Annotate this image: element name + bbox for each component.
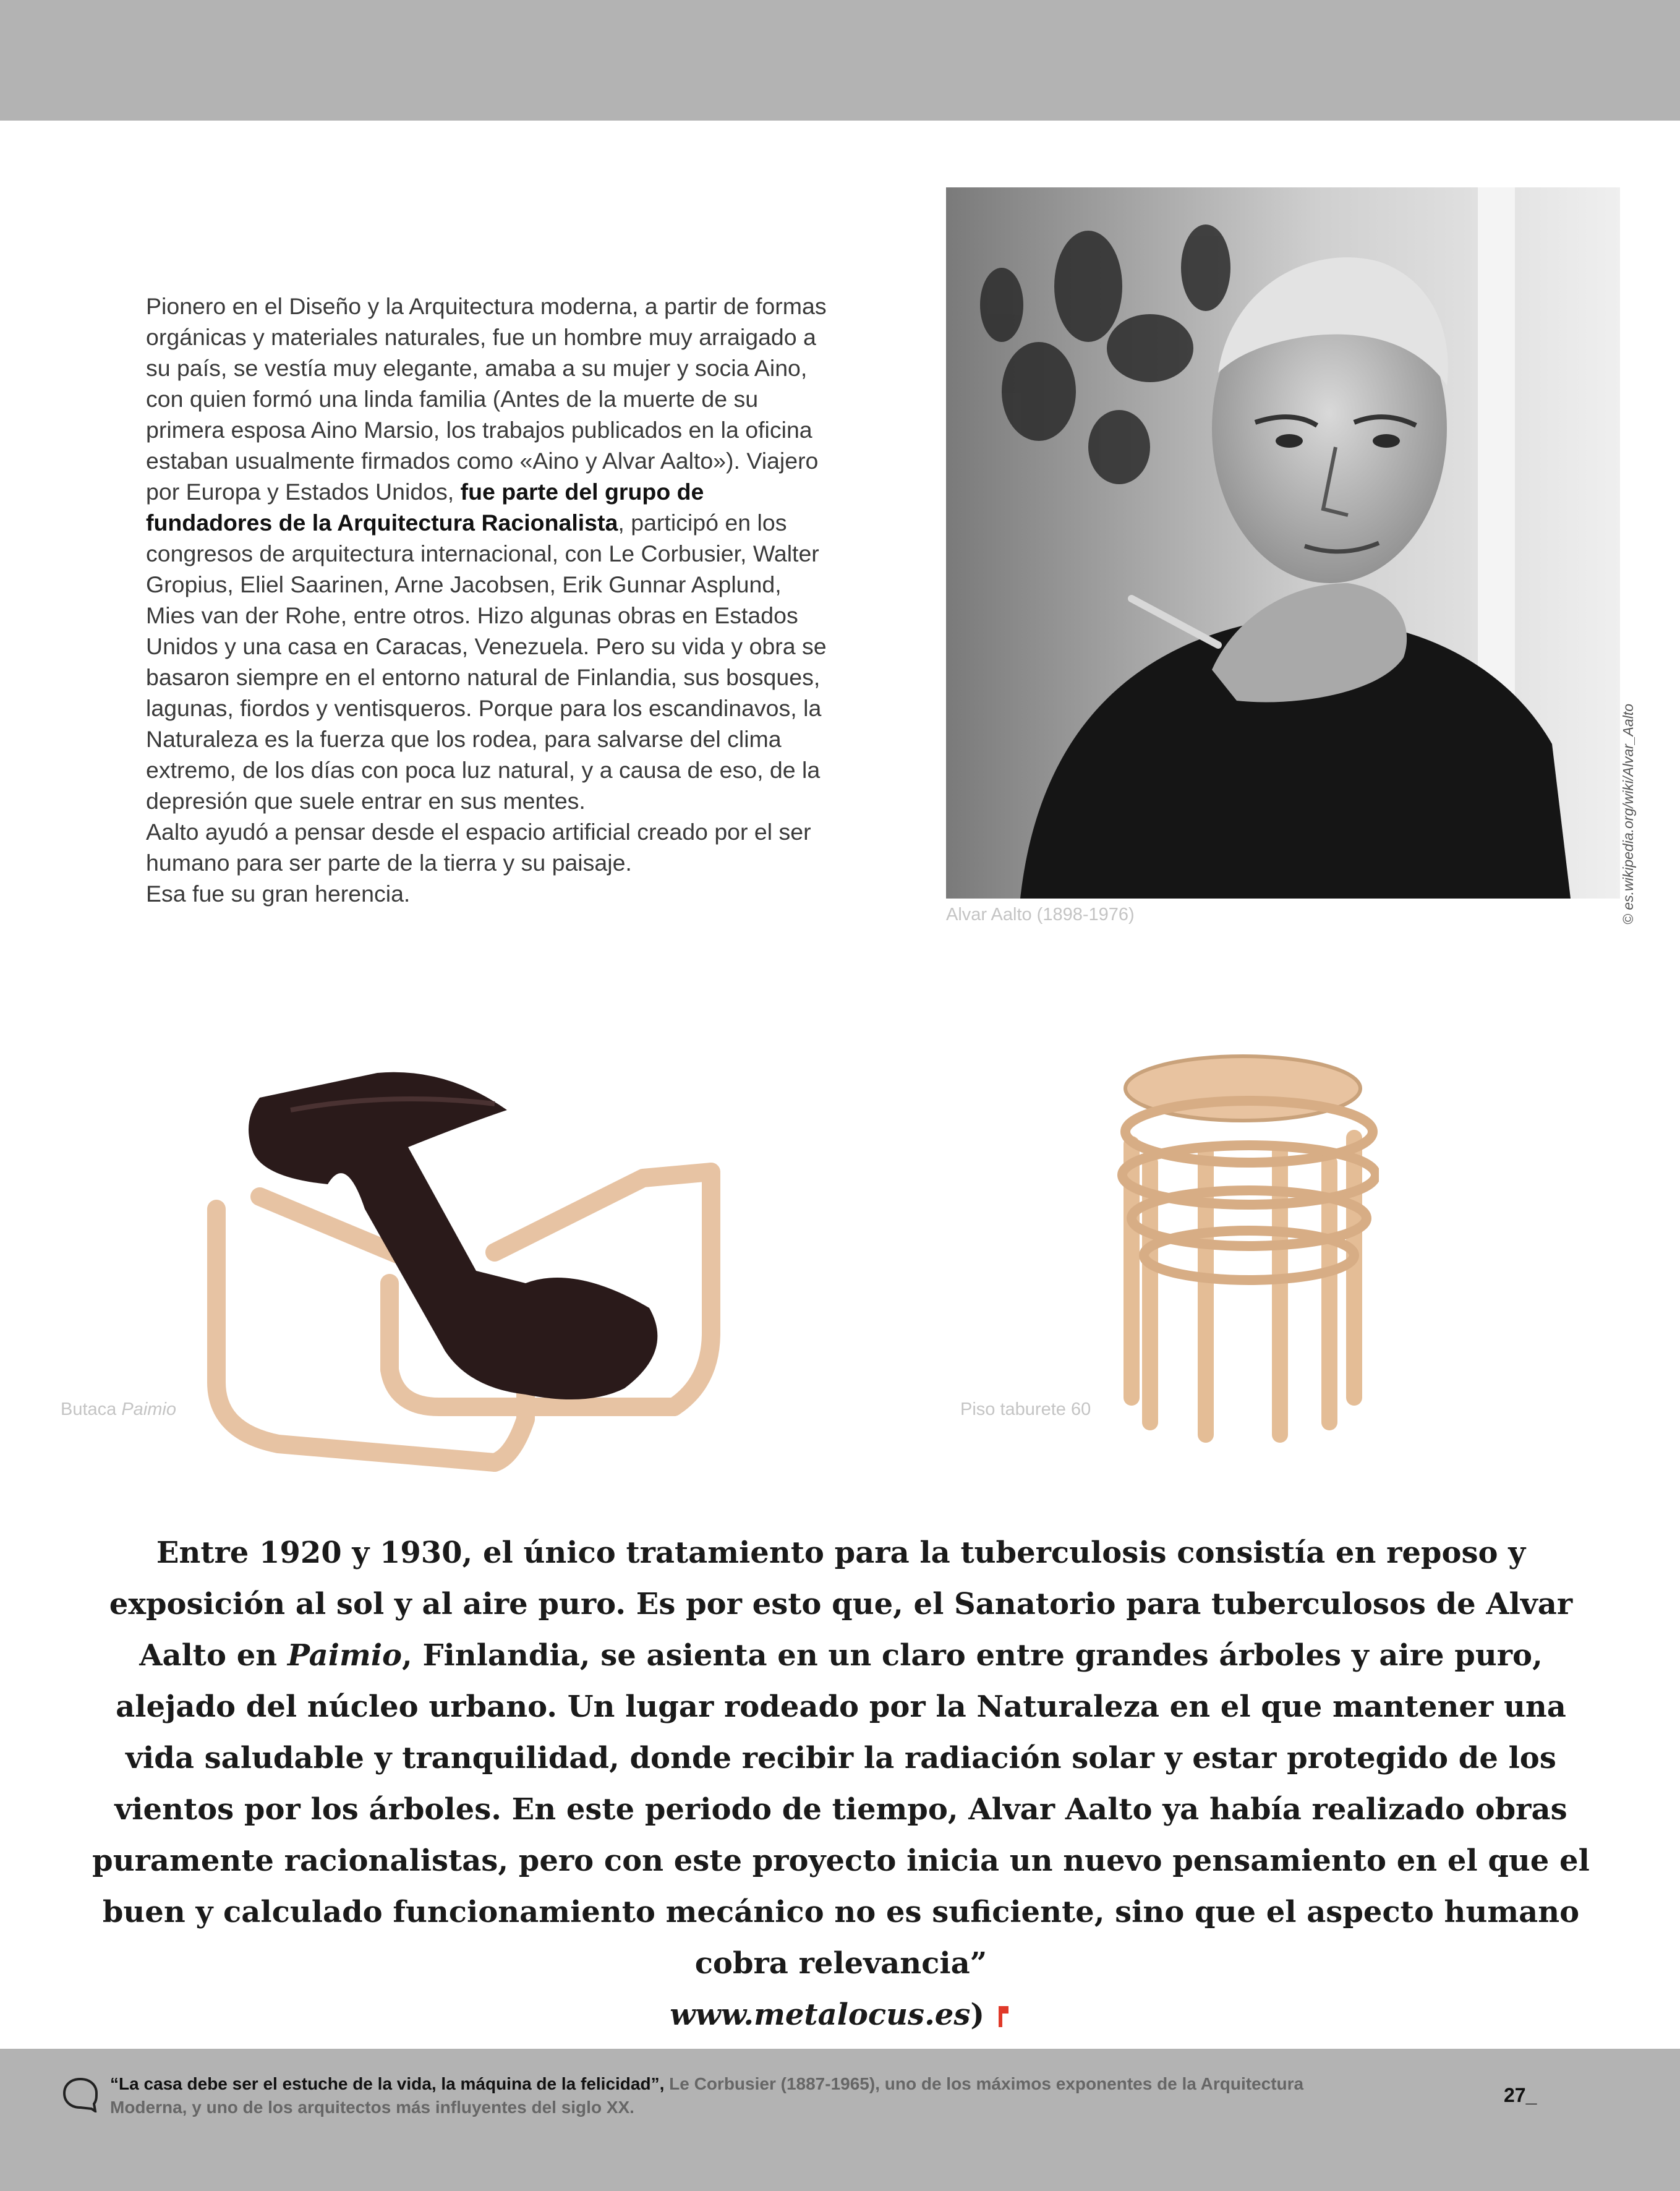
stool-caption: Piso taburete 60 [960, 1399, 1091, 1419]
body-paragraph-3: Esa fue su gran herencia. [146, 881, 411, 907]
stool-stack-illustration [1094, 1051, 1379, 1453]
source-link[interactable]: www.metalocus.es [670, 1997, 971, 2032]
pull-quote: Entre 1920 y 1930, el único tratamiento para la tuberculosis consistía en reposo y exposición al sol y al aire puro. Es por esto que, el Sanatorio para tuberculosos de Alvar Aalto en Paimio, Finlandia, se asienta en un claro entre grandes árboles y aire puro, alejado del núcleo urbano. Un lugar rodeado por la Naturaleza en el que mantener una vida saludable y tranquilidad, donde recibir la radiación solar y estar protegido de los vientos por los árboles. En este periodo de tiempo, Alvar Aalto ya había realizado obras puramente racionalistas, pero con este proyecto inicia un nuevo pensamiento en el que el buen y calculado funcionamiento mecánico no es suficiente, sino que el aspecto humano cobra relevancia” www.metalocus.es) [92, 1535, 1590, 2032]
body-paragraph-1: Pionero en el Diseño y la Arquitectura moderna, a partir de formas orgánicas y materiales naturales, fue un hombre muy arraigado a su país, se vestía muy elegante, amaba a su mujer y socia Aino, con quien formó una linda familia (Antes de la muerte de su primera esposa Aino Marsio, los trabajos publicados en la oficina estaban usualmente firmados como «Aino y Alvar Aalto»). Viajero por Europa y Estados Unidos, fue parte del grupo de fundadores de la Arquitectura Racionalista, participó en los congresos de arquitectura internacional, con Le Corbusier, Walter Gropius, Eliel Saarinen, Arne Jacobsen, Erik Gunnar Asplund, Mies van der Rohe, entre otros. Hizo algunas obras en Estados Unidos y una casa en Caracas, Venezuela. Pero su vida y obra se basaron siempre en el entorno natural de Finlandia, sus bosques, lagunas, fiordos y ventisqueros. Porque para los escandinavos, la Naturaleza es la fuerza que los rodea, para salvarse del clima extremo, de los días con poca luz natural, y a causa de eso, de la depresión que suele entrar en sus mentes. [146, 293, 827, 814]
alvar-aalto-portrait [946, 187, 1620, 899]
paimio-armchair-illustration [204, 1061, 742, 1481]
footer-band [0, 2049, 1680, 2191]
footer-quote: “La casa debe ser el estuche de la vida, la máquina de la felicidad”, Le Corbusier (1887-1965), uno de los máximos exponentes de la Arquitectura Moderna, y uno de los arquitectos más influyentes del siglo XX. [110, 2074, 1304, 2117]
page-number: 27_ [1504, 2084, 1537, 2106]
portrait-illustration [946, 187, 1620, 899]
stool-60-image [1094, 1051, 1379, 1453]
body-text [146, 291, 832, 909]
body-paragraph-2: Aalto ayudó a pensar desde el espacio artificial creado por el ser humano para ser parte de la tierra y su paisaje. [146, 819, 811, 876]
top-gray-band [0, 0, 1680, 121]
paimio-armchair-image [204, 1061, 742, 1481]
photo-credit: © es.wikipedia.org/wiki/Alvar_Aalto [1620, 704, 1636, 925]
end-mark-icon [995, 2004, 1012, 2030]
portrait-caption: Alvar Aalto (1898-1976) [946, 905, 1135, 925]
armchair-caption: Butaca Paimio [61, 1399, 176, 1419]
speech-bubble-icon [62, 2077, 99, 2112]
